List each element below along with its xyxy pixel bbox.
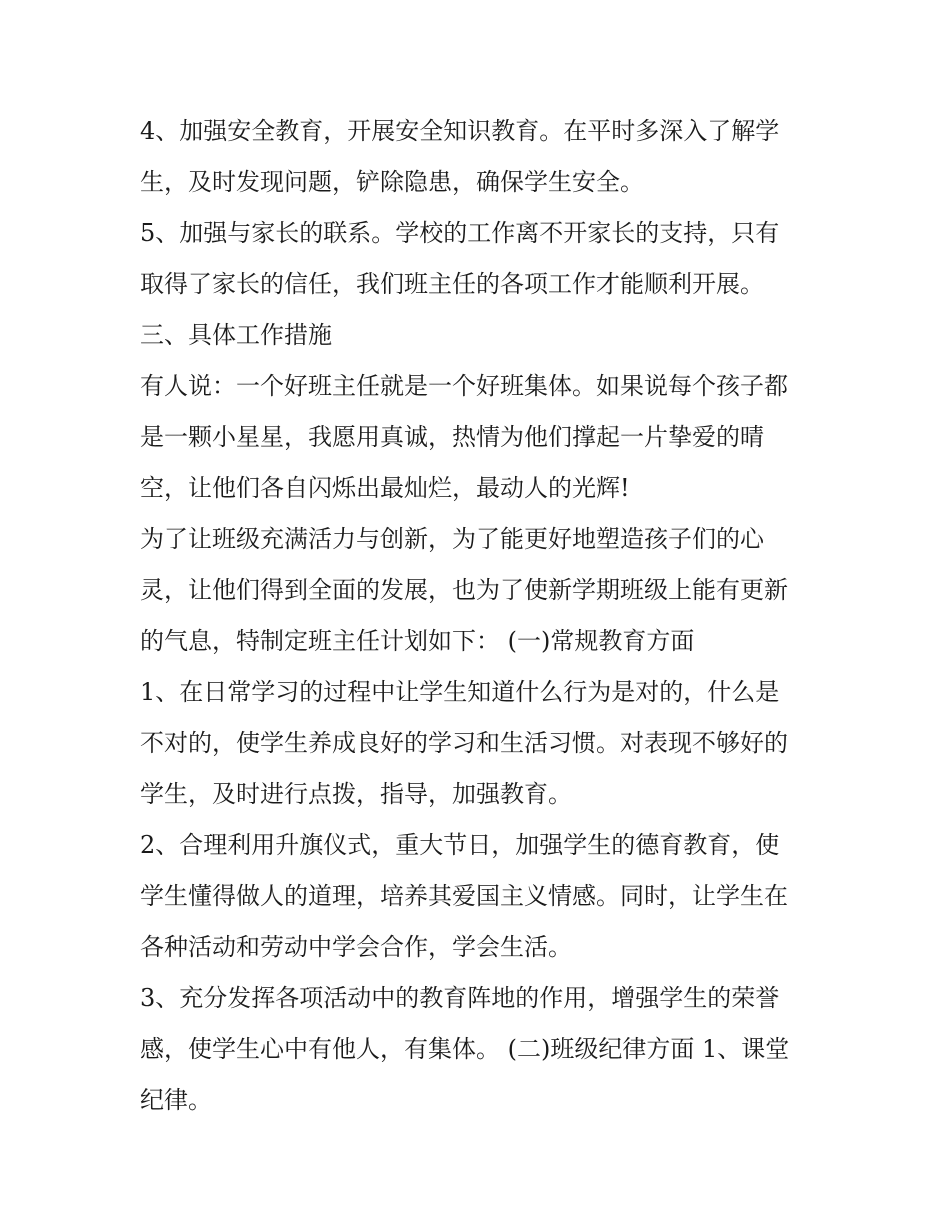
- text-line: 感，使学生心中有他人，有集体。 (二)班级纪律方面 1、课堂: [140, 1035, 790, 1063]
- text-line: 各种活动和劳动中学会合作，学会生活。: [140, 933, 572, 961]
- text-line: 纪律。: [140, 1086, 212, 1114]
- text-line: 取得了家长的信任，我们班主任的各项工作才能顺利开展。: [140, 270, 764, 298]
- text-line: 1、在日常学习的过程中让学生知道什么行为是对的，什么是: [140, 678, 780, 706]
- section-heading: 三、具体工作措施: [140, 321, 332, 349]
- text-line: 灵，让他们得到全面的发展，也为了使新学期班级上能有更新: [140, 576, 788, 604]
- text-line: 2、合理利用升旗仪式，重大节日，加强学生的德育教育，使: [140, 831, 780, 859]
- text-line: 学生懂得做人的道理，培养其爱国主义情感。同时，让学生在: [140, 882, 788, 910]
- text-line: 5、加强与家长的联系。学校的工作离不开家长的支持，只有: [140, 219, 780, 247]
- text-line: 有人说：一个好班主任就是一个好班集体。如果说每个孩子都: [140, 372, 788, 400]
- text-line: 不对的，使学生养成良好的学习和生活习惯。对表现不够好的: [140, 729, 788, 757]
- document-body: [140, 106, 820, 1126]
- text-line: 3、充分发挥各项活动中的教育阵地的作用，增强学生的荣誉: [140, 984, 780, 1012]
- text-line: 为了让班级充满活力与创新，为了能更好地塑造孩子们的心: [140, 525, 764, 553]
- text-line: 4、加强安全教育，开展安全知识教育。在平时多深入了解学: [140, 117, 780, 145]
- text-line: 是一颗小星星，我愿用真诚，热情为他们撑起一片挚爱的晴: [140, 423, 764, 451]
- text-line: 生，及时发现问题，铲除隐患，确保学生安全。: [140, 168, 644, 196]
- text-line: 的气息，特制定班主任计划如下： (一)常规教育方面: [140, 627, 695, 655]
- text-line: 空，让他们各自闪烁出最灿烂，最动人的光辉!: [140, 474, 630, 502]
- text-line: 学生，及时进行点拨，指导，加强教育。: [140, 780, 572, 808]
